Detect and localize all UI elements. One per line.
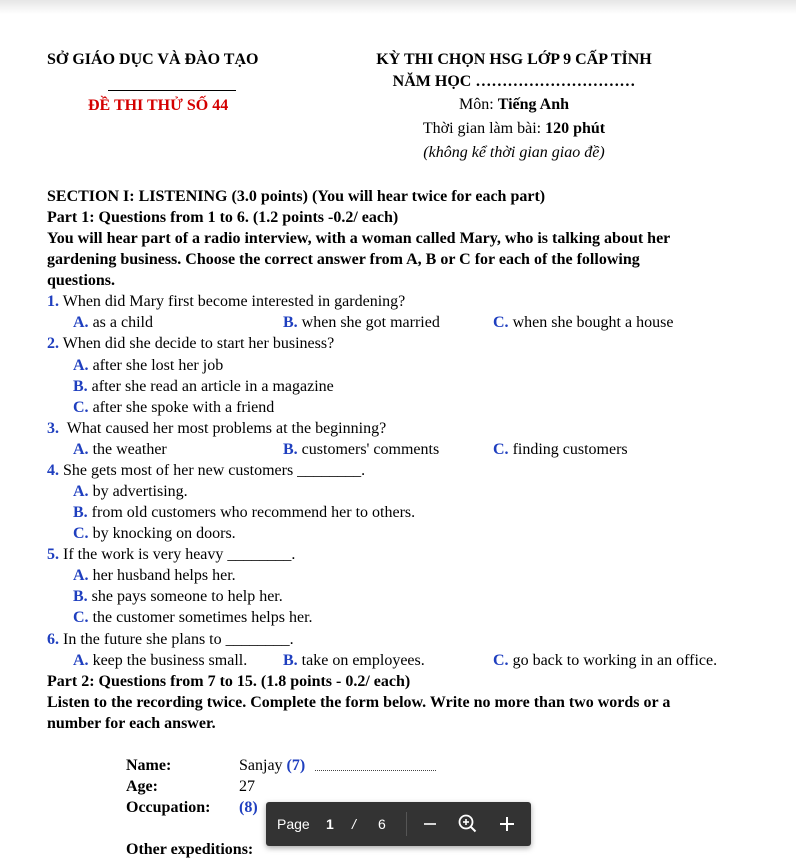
q5-option-a <box>73 566 236 586</box>
form-age-label: Age: <box>126 778 158 795</box>
form-name-label: Name: <box>126 757 172 774</box>
subject-label: Môn: <box>459 96 498 113</box>
option-label: B. <box>73 588 88 605</box>
part2-instruction-line1: Listen to the recording twice. Complete the form below. Write no more than two words or a <box>47 694 671 711</box>
part1-instruction-line3: questions. <box>47 272 116 289</box>
time-label: Thời gian làm bài: <box>422 120 546 137</box>
option-label: C. <box>73 399 89 416</box>
option-label: B. <box>73 504 88 521</box>
option-label: B. <box>283 314 298 331</box>
zoom-in-button[interactable] <box>491 808 523 840</box>
option-text: she pays someone to help her. <box>91 588 283 605</box>
option-text: take on employees. <box>301 652 425 669</box>
current-page-number[interactable]: 1 <box>326 816 334 832</box>
question-6 <box>47 630 294 650</box>
form-other-expeditions-label: Other expeditions: <box>126 841 254 858</box>
minus-icon <box>414 808 446 840</box>
option-label: A. <box>73 483 89 500</box>
question-number: 1. <box>47 293 59 310</box>
form-occupation-number: (8) <box>239 799 258 816</box>
q6-option-b <box>283 651 425 671</box>
question-number: 5. <box>47 546 59 563</box>
page-toolbar <box>266 802 531 846</box>
q2-option-a <box>73 356 223 376</box>
header-department: SỞ GIÁO DỤC VÀ ĐÀO TẠO <box>47 51 259 68</box>
question-number: (7) <box>286 757 306 774</box>
option-label: C. <box>73 525 89 542</box>
q2-option-b <box>73 377 334 397</box>
option-text: by knocking on doors. <box>92 525 236 542</box>
option-label: C. <box>493 441 509 458</box>
option-text: as a child <box>92 314 153 331</box>
question-number: 4. <box>47 462 59 479</box>
option-label: C. <box>493 652 509 669</box>
option-label: B. <box>73 378 88 395</box>
part1-title: Part 1: Questions from 1 to 6. (1.2 points -0.2/ each) <box>47 209 399 226</box>
q4-option-a <box>73 482 188 502</box>
plus-icon <box>491 808 523 840</box>
option-label: C. <box>493 314 509 331</box>
header-subject <box>340 95 688 115</box>
part1-instruction-line2: gardening business. Choose the correct answer from A, B or C for each of the following <box>47 251 640 268</box>
q5-option-b <box>73 587 283 607</box>
q4-option-b <box>73 503 415 523</box>
question-3 <box>47 419 386 439</box>
zoom-out-button[interactable] <box>414 808 446 840</box>
q3-option-b <box>283 440 439 460</box>
option-text: by advertising. <box>92 483 188 500</box>
option-text: after she spoke with a friend <box>92 399 275 416</box>
q2-option-c <box>73 398 274 418</box>
subject-value: Tiếng Anh <box>497 96 569 113</box>
part2-title: Part 2: Questions from 7 to 15. (1.8 points - 0.2/ each) <box>47 673 411 690</box>
question-text: She gets most of her new customers ________. <box>59 462 366 479</box>
time-value: 120 phút <box>545 120 606 137</box>
q1-option-b <box>283 313 440 333</box>
question-number: 2. <box>47 335 59 352</box>
option-text: her husband helps her. <box>92 567 236 584</box>
question-text: If the work is very heavy ________. <box>59 546 296 563</box>
zoom-fit-button[interactable] <box>452 808 484 840</box>
q5-option-c <box>73 608 313 628</box>
total-pages: 6 <box>378 816 386 832</box>
page-label: Page <box>277 816 310 832</box>
option-text: finding customers <box>512 441 628 458</box>
toolbar-divider <box>406 812 407 836</box>
option-label: C. <box>73 609 89 626</box>
option-label: A. <box>73 567 89 584</box>
option-label: B. <box>283 441 298 458</box>
answer-blank-7[interactable] <box>315 770 436 771</box>
option-label: B. <box>283 652 298 669</box>
form-occupation-label: Occupation: <box>126 799 211 816</box>
q4-option-c <box>73 524 236 544</box>
option-label: A. <box>73 441 89 458</box>
option-text: the weather <box>92 441 167 458</box>
zoom-in-icon <box>452 808 484 840</box>
option-label: A. <box>73 357 89 374</box>
header-time <box>340 119 688 139</box>
header-school-year: NĂM HỌC ………………………… <box>392 73 636 90</box>
option-text: the customer sometimes helps her. <box>92 609 313 626</box>
q1-option-a <box>73 313 153 333</box>
question-text: When did Mary first become interested in gardening? <box>59 293 406 310</box>
option-text: after she read an article in a magazine <box>91 378 334 395</box>
option-text: keep the business small. <box>92 652 248 669</box>
q3-option-c <box>493 440 628 460</box>
question-number: 6. <box>47 631 59 648</box>
question-text: In the future she plans to ________. <box>59 631 294 648</box>
question-1 <box>47 292 405 312</box>
header-underline <box>108 90 236 91</box>
question-4 <box>47 461 365 481</box>
question-2 <box>47 334 334 354</box>
option-text: go back to working in an office. <box>512 652 718 669</box>
option-text: customers' comments <box>301 441 440 458</box>
option-label: A. <box>73 314 89 331</box>
header-exam-title: KỲ THI CHỌN HSG LỚP 9 CẤP TỈNH <box>376 51 652 68</box>
option-text: when she got married <box>301 314 440 331</box>
header-note: (không kể thời gian giao đề) <box>423 144 605 161</box>
page-separator: / <box>352 816 356 832</box>
question-text: When did she decide to start her business? <box>59 335 335 352</box>
q6-option-a <box>73 651 247 671</box>
q1-option-c <box>493 313 673 333</box>
option-text: when she bought a house <box>512 314 674 331</box>
option-text: after she lost her job <box>92 357 224 374</box>
option-text: from old customers who recommend her to others. <box>91 504 416 521</box>
q6-option-c <box>493 651 717 671</box>
option-label: A. <box>73 652 89 669</box>
q3-option-a <box>73 440 167 460</box>
question-5 <box>47 545 295 565</box>
part2-instruction-line2: number for each answer. <box>47 715 216 732</box>
section1-title: SECTION I: LISTENING (3.0 points) (You will hear twice for each part) <box>47 188 546 205</box>
header-exam-number: ĐỀ THI THỬ SỐ 44 <box>88 97 229 114</box>
question-text: What caused her most problems at the beginning? <box>59 420 387 437</box>
form-age-value: 27 <box>239 778 255 795</box>
name-value: Sanjay <box>239 757 283 774</box>
question-number: 3. <box>47 420 59 437</box>
form-name-value <box>239 756 305 776</box>
part1-instruction-line1: You will hear part of a radio interview, with a woman called Mary, who is talking about her <box>47 230 671 247</box>
